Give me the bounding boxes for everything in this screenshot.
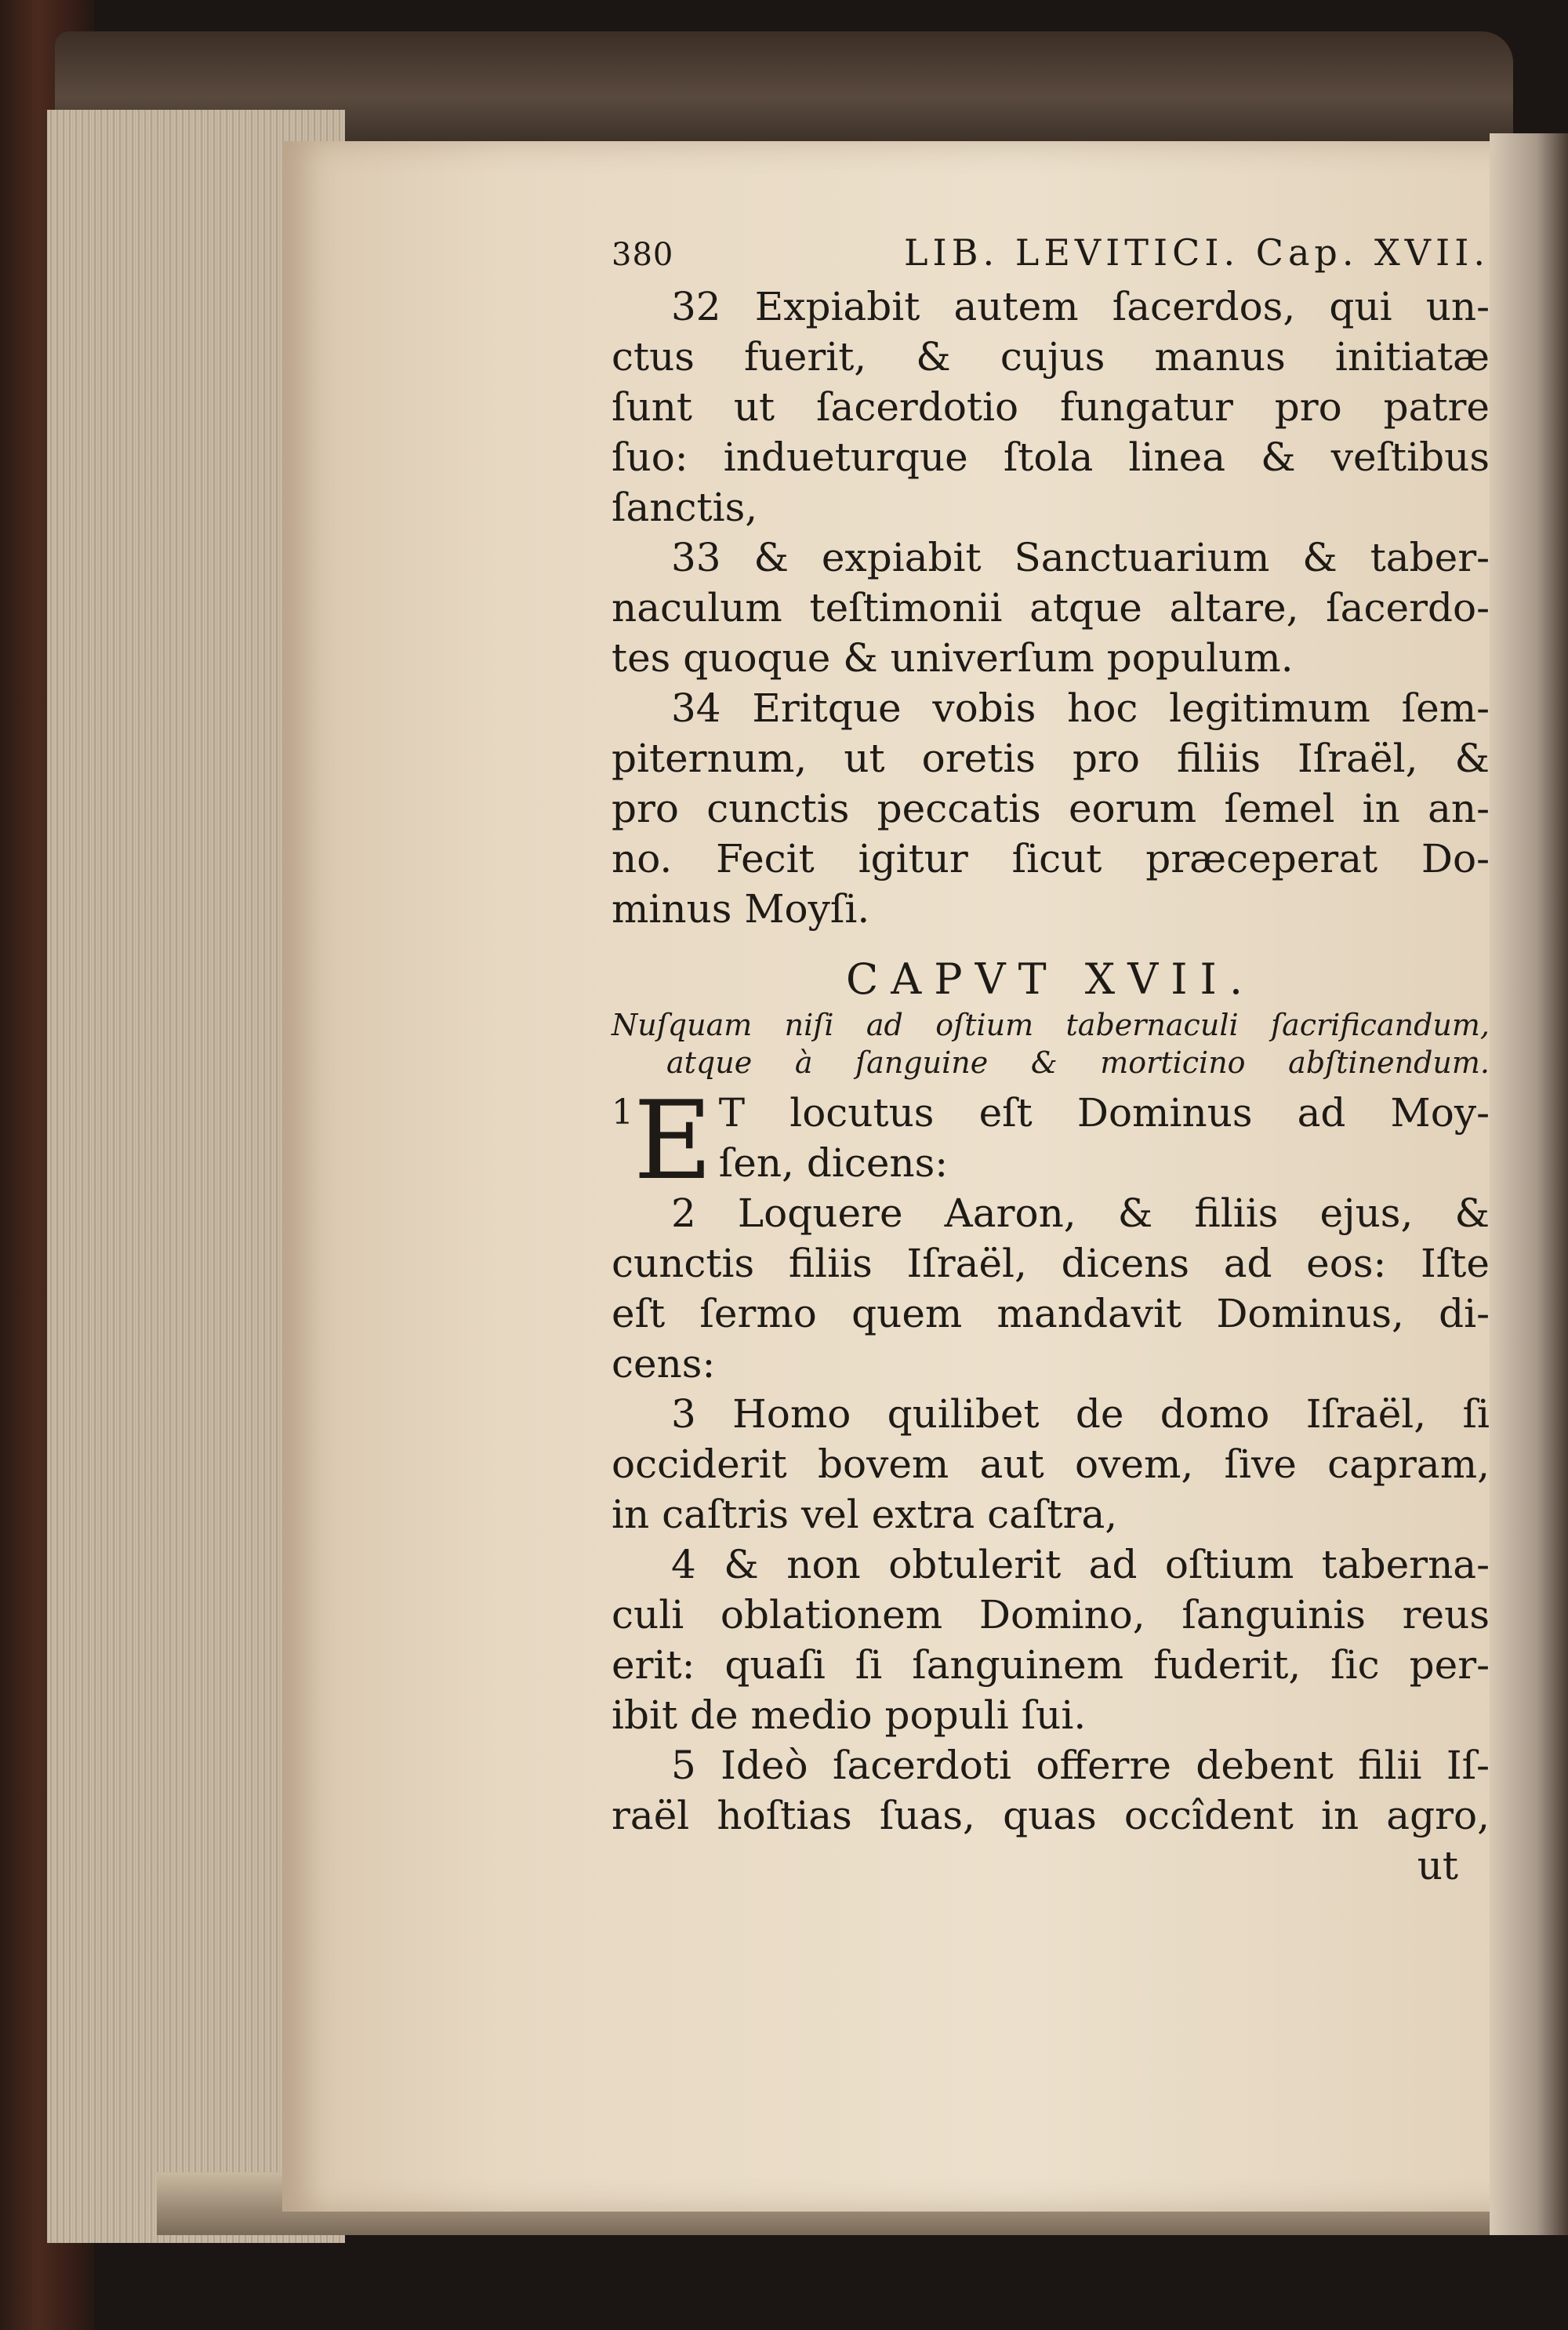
text-line: cens:: [612, 1341, 716, 1387]
text-line: ibit de medio populi ſui.: [612, 1692, 1087, 1738]
verse-1: [612, 1078, 1490, 1204]
text-line: pro cunctis peccatis eorum ſemel in an-: [612, 786, 1490, 831]
verse-34: [612, 683, 1490, 934]
verse-5: [612, 1740, 1490, 1841]
text-line: ſunt ut ſacerdotio fungatur pro patre: [612, 384, 1490, 430]
chapter-title: CAPVT XVII.: [845, 954, 1256, 1004]
text-line: ſen, dicens:: [718, 1140, 949, 1186]
summary-line: Nuſquam niſi ad oſtium tabernaculi ſacrificandum,: [612, 1008, 1490, 1042]
text-line: in caſtris vel extra caſtra,: [612, 1492, 1118, 1537]
text-line: 33 & expiabit Sanctuarium & taber-: [671, 535, 1490, 580]
summary-line: atque à ſanguine & morticino abſtinendum.: [666, 1045, 1490, 1080]
verse-33: [612, 533, 1490, 683]
drop-cap: E: [633, 1078, 713, 1204]
text-line: T locutus eſt Dominus ad Moy-: [718, 1090, 1490, 1136]
verse-4: [612, 1539, 1490, 1740]
text-line: 2 Loquere Aaron, & filiis ejus, &: [671, 1190, 1490, 1236]
running-header: [612, 227, 1490, 280]
facing-page-edge: [1490, 133, 1568, 2235]
text-line: 3 Homo quilibet de domo Iſraël, ſi: [671, 1391, 1490, 1437]
text-line: 32 Expiabit autem ſacerdos, qui un-: [671, 284, 1490, 329]
text-line: raël hoſtias ſuas, quas occîdent in agro,: [612, 1793, 1490, 1838]
verse-32: [612, 282, 1490, 533]
text-line: ctus fuerit, & cujus manus initiatæ: [612, 334, 1490, 380]
verse-2: [612, 1188, 1490, 1389]
text-line: erit: quaſi ſi ſanguinem fuderit, ſic per-: [612, 1642, 1490, 1688]
text-line: tes quoque & univerſum populum.: [612, 635, 1294, 681]
text-line: no. Fecit igitur ſicut præceperat Do-: [612, 836, 1490, 881]
text-line: 34 Eritque vobis hoc legitimum ſem-: [671, 685, 1490, 731]
verse-3: [612, 1389, 1490, 1539]
page-content: [612, 227, 1490, 1891]
text-line: cunctis filiis Iſraël, dicens ad eos: Iſte: [612, 1241, 1490, 1286]
text-line: piternum, ut oretis pro filiis Iſraël, &: [612, 736, 1490, 781]
text-line: ſanctis,: [612, 485, 758, 530]
text-line: ſuo: indueturque ſtola linea & veſtibus: [612, 434, 1490, 480]
running-title: LIB. LEVITICI. Cap. XVII.: [904, 231, 1490, 274]
text-line: 4 & non obtulerit ad oſtium taberna-: [671, 1542, 1490, 1587]
text-line: culi oblationem Domino, ſanguinis reus: [612, 1592, 1490, 1638]
text-line: occiderit bovem aut ovem, ſive capram,: [612, 1441, 1490, 1487]
chapter-summary: [612, 1006, 1490, 1081]
text-line: 5 Ideò ſacerdoti offerre debent filii Iſ-: [671, 1743, 1490, 1788]
catchword: ut: [1417, 1843, 1458, 1888]
text-line: minus Moyſi.: [612, 886, 870, 932]
text-line: naculum teſtimonii atque altare, ſacerdo-: [612, 585, 1490, 631]
text-line: eſt ſermo quem mandavit Dominus, di-: [612, 1291, 1490, 1336]
page-number: 380: [612, 237, 674, 273]
verse-number: 1: [612, 1092, 633, 1132]
